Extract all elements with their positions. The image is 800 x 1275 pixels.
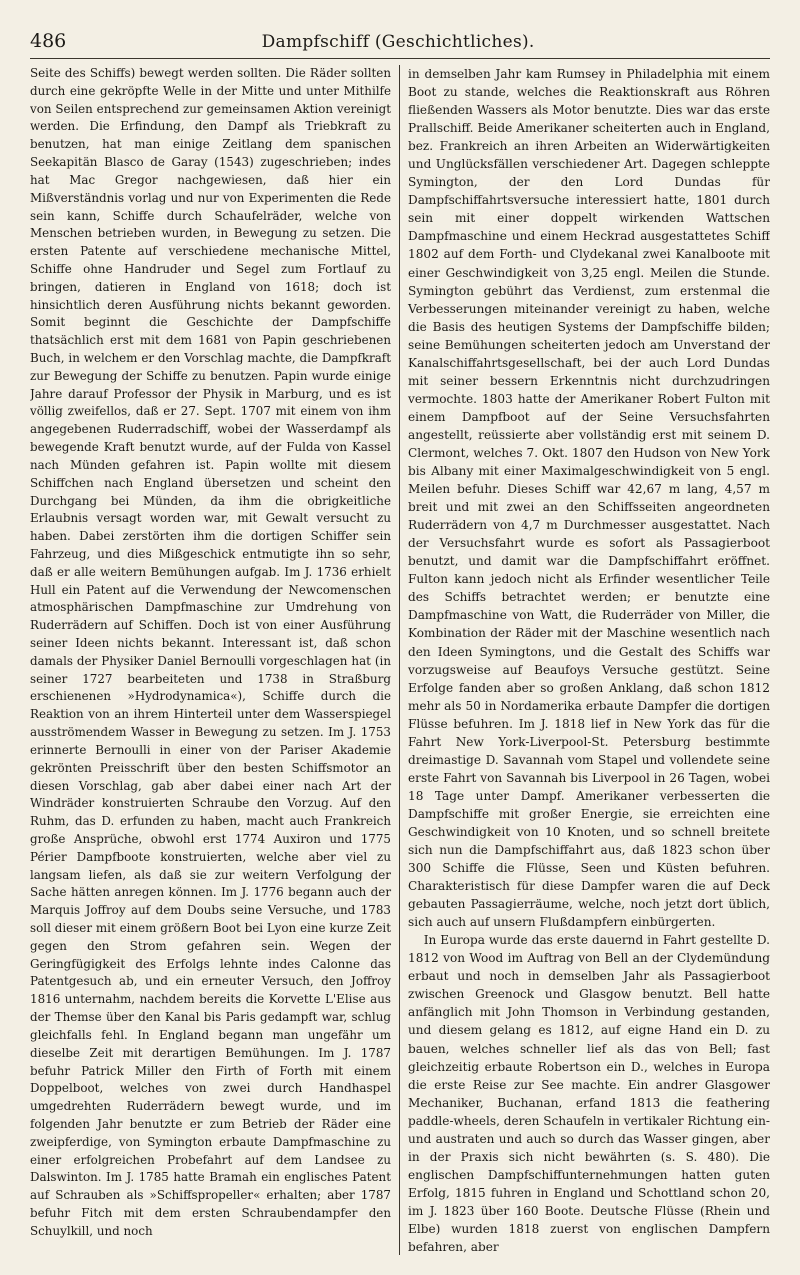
left-paragraph-1: Seite des Schiffs) bewegt werden sollten. Die Räder sollten durch eine gekröpfte Welle in der Mitte und unter Mithilfe von Seilen entsprechend zur gemeinsamen Aktion vereinigt werden. Die Erfindung, den Dampf als Triebkraft zu benutzen, hat man einige Zeitlang dem spanischen Seekapitän Blasco de Garay (1543) zugeschrieben; indes hat Mac Gregor nachgewiesen, daß hier ein Mißverständnis vorlag und nur von Experimenten die Rede sein kann, Schiffe durch Schaufelräder, welche von Menschen betrieben wurden, in Bewegung zu setzen. Die ersten Patente auf verschiedene mechanische Mittel, Schiffe ohne Handruder und Segel zum Fortlauf zu bringen, datieren in England von 1618; doch ist hinsichtlich deren Ausführung nichts bekannt geworden. Somit beginnt die Geschichte der Dampfschiffe thatsächlich erst mit dem 1681 von Papin geschriebenen Buch, in welchem er den Vorschlag machte, die Dampfkraft zur Bewegung der Schiffe zu benutzen. Papin wurde einige Jahre darauf Professor der Physik in Marburg, und es ist völlig zweifellos, daß er 27. Sept. 1707 mit einem von ihm angegebenen Ruderradschiff, wobei der Wasserdampf als bewegende Kraft benutzt wurde, auf der Fulda von Kassel nach Münden gefahren ist. Papin wollte mit diesem Schiffchen nach England übersetzen und scheint den Durchgang bei Münden, da ihm die obrigkeitliche Erlaubnis versagt worden war, mit Gewalt versucht zu haben. Dabei zerstörten ihm die dortigen Schiffer sein Fahrzeug, und dies Mißgeschick entmutigte ihn so sehr, daß er alle weitern Bemühungen aufgab. Im J. 1736 erhielt Hull ein Patent auf die Verwendung der Newcomenschen atmosphärischen Dampfmaschine zur Umdrehung von Ruderrädern auf Schiffen. Doch ist von einer Ausführung seiner Ideen nichts bekannt. Interessant ist, daß schon damals der Physiker Daniel Bernoulli vorgeschlagen hat (in seiner 1727 bearbeiteten und 1738 in Straßburg erschienenen »Hydrodynamica«), Schiffe durch die Reaktion von an ihrem Hinterteil unter dem Wasserspiegel ausströmendem Wasser in Bewegung zu setzen. Im J. 1753 erinnerte Bernoulli in einer von der Pariser Akademie gekrönten Preisschrift über den besten Schiffsmotor an diesen Vorschlag, gab aber dabei einer nach Art der Windräder konstruierten Schraube den Vorzug. Auf den Ruhm, das D. erfunden zu haben, macht auch Frankreich große Ansprüche, obwohl erst 1774 Auxiron und 1775 Périer Dampfboote konstruierten, welche aber viel zu langsam liefen, als daß sie zur weitern Verfolgung der Sache hätten anregen können. Im J. 1776 begann auch der Marquis Joffroy auf dem Doubs seine Versuche, und 1783 soll dieser mit einem größern Boot bei Lyon eine kurze Zeit gegen den Strom gefahren sein. Wegen der Geringfügigkeit des Erfolgs lehnte indes Calonne das Patentgesuch ab, und ein erneuter Versuch, den Joffroy 1816 unternahm, nachdem bereits die Korvette L'Elise aus der Themse über den Kanal bis Paris gedampft war, schlug gleichfalls fehl. In England begann man ungefähr um dieselbe Zeit mit derartigen Bemühungen. Im J. 1787 befuhr Patrick Miller den Firth of Forth mit einem Doppelboot, welches von zwei durch Handhaspel umgedrehten Ruderrädern bewegt wurde, und im folgenden Jahr benutzte er zum Betrieb der Räder eine zweipferdige, von Symington erbaute Dampfmaschine zu einer erfolgreichen Probefahrt auf dem Landsee zu Dalswinton. Im J. 1785 hatte Bramah ein englisches Patent auf Schrauben als »Schiffspropeller« erhalten; aber 1787 befuhr Fitch mit dem ersten Schraubendampfer den Schuylkill, und noch <box>30 66 391 1238</box>
right-paragraph-1: in demselben Jahr kam Rumsey in Philadelphia mit einem Boot zu stande, welches die Reaktionskraft aus Röhren fließenden Wassers als Motor benutzte. Dies war das erste Prallschiff. Beide Amerikaner scheiterten auch in England, bez. Frankreich an ihren Arbeiten an Widerwärtigkeiten und Unglücksfällen verschiedener Art. Dagegen schleppte Symington, der den Lord Dundas für Dampfschiffahrtsversuche interessiert hatte, 1801 durch sein mit einer doppelt wirkenden Wattschen Dampfmaschine und einem Heckrad ausgestattetes Schiff 1802 auf dem Forth- und Clydekanal zwei Kanalboote mit einer Geschwindigkeit von 3,25 engl. Meilen die Stunde. Symington gebührt das Verdienst, zum erstenmal die Verbesserungen miteinander vereinigt zu haben, welche die Basis des heutigen Systems der Dampfschiffe bilden; seine Bemühungen scheiterten jedoch am Unverstand der Kanalschiffahrtsgesellschaft, bei der auch Lord Dundas mit seiner bessern Erkenntnis nicht durchzudringen vermochte. 1803 hatte der Amerikaner Robert Fulton mit einem Dampfboot auf der Seine Versuchsfahrten angestellt, reüssierte aber vollständig erst mit seinem D. Clermont, welches 7. Okt. 1807 den Hudson von New York bis Albany mit einer Maximalgeschwindigkeit von 5 engl. Meilen befuhr. Dieses Schiff war 42,67 m lang, 4,57 m breit und mit zwei an den Schiffsseiten angeordneten Ruderrädern von 4,7 m Durchmesser ausgestattet. Nach der Versuchsfahrt wurde es sofort als Passagierboot benutzt, und damit war die Dampfschiffahrt eröffnet. Fulton kann jedoch nicht als Erfinder wesentlicher Teile des Schiffs betrachtet werden; er benutzte eine Dampfmaschine von Watt, die Ruderräder von Miller, die Kombination der Räder mit der Maschine wesentlich nach den Ideen Symingtons, und die Gestalt des Schiffs war vorzugsweise auf Beaufoys Versuche gestützt. Seine Erfolge fanden aber so großen Anklang, daß schon 1812 mehr als 50 in Nordamerika erbaute Dampfer die dortigen Flüsse befuhren. Im J. 1818 lief in New York das für die Fahrt New York-Liverpool-St. Petersburg bestimmte dreimastige D. Savannah vom Stapel und vollendete seine erste Fahrt von Savannah bis Liverpool in 26 Tagen, wobei 18 Tage unter Dampf. Amerikaner verbesserten die Dampfschiffe mit großer Energie, sie erreichten eine Geschwindigkeit von 10 Knoten, und so schnell breitete sich nun die Dampfschiffahrt aus, daß 1823 schon über 300 Schiffe die Flüsse, Seen und Küsten befuhren. Charakteristisch für diese Dampfer waren die auf Deck gebauten Passagierräume, welche, noch jetzt dort üblich, sich auch auf unsern Flußdampfern einbürgerten. <box>408 67 770 930</box>
running-head: Dampfschiff (Geschichtliches). <box>261 32 535 52</box>
text-columns <box>30 65 770 1255</box>
page-header <box>30 30 770 59</box>
left-column <box>30 65 400 1255</box>
right-column <box>400 65 770 1255</box>
page-number: 486 <box>30 30 67 52</box>
right-paragraph-2: In Europa wurde das erste dauernd in Fahrt gestellte D. 1812 von Wood im Auftrag von Bell an der Clydemündung erbaut und noch in demselben Jahr als Passagierboot zwischen Greenock und Glasgow benutzt. Bell hatte anfänglich mit John Thomson in Verbindung gestanden, und diesem gelang es 1812, auf eigne Hand ein D. zu bauen, welches schneller lief als das von Bell; fast gleichzeitig erbaute Robertson ein D., welches in Europa die erste Reise zur See machte. Ein andrer Glasgower Mechaniker, Buchanan, erfand 1813 die feathering paddle-wheels, deren Schaufeln in vertikaler Richtung ein- und austraten und auch so durch das Wasser gingen, aber in der Praxis sich nicht bewährten (s. S. 480). Die englischen Dampfschiffunternehmungen hatten guten Erfolg, 1815 fuhren in England und Schottland schon 20, im J. 1823 über 160 Boote. Deutsche Flüsse (Rhein und Elbe) wurden 1818 zuerst von englischen Dampfern befahren, aber <box>408 933 770 1255</box>
